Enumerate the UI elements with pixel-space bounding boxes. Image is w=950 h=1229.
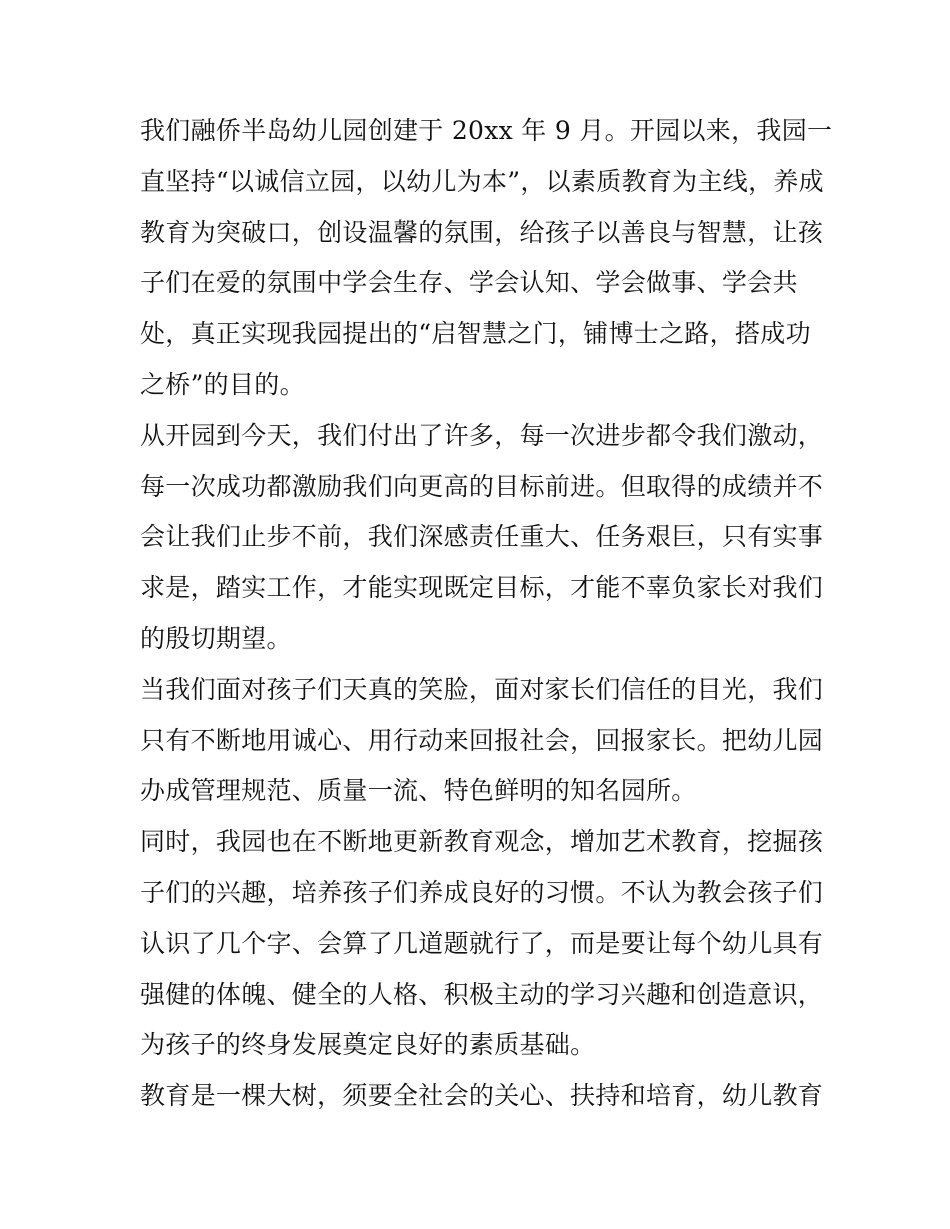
- text-line: 教育为突破口，创设温馨的氛围，给孩子以善良与智慧，让孩: [140, 217, 824, 247]
- paragraph-education-concept: [140, 817, 824, 1071]
- paragraph-founding: [140, 106, 833, 411]
- text-line: 求是，踏实工作，才能实现既定目标，才能不辜负家长对我们: [140, 573, 824, 603]
- text-line: 认识了几个字、会算了几道题就行了，而是要让每个幼儿具有: [140, 928, 824, 958]
- text-line: 强健的体魄、健全的人格、积极主动的学习兴趣和创造意识，: [140, 979, 824, 1009]
- text-line: 为孩子的终身发展奠定良好的素质基础。: [140, 1030, 596, 1060]
- text-line: 同时，我园也在不断地更新教育观念，增加艺术教育，挖掘孩: [140, 827, 824, 857]
- document-body: [140, 106, 833, 1122]
- text-line: 之桥”的目的。: [140, 369, 305, 399]
- text-line: 会让我们止步不前，我们深感责任重大、任务艰巨，只有实事: [140, 522, 824, 552]
- paragraph-commitment: [140, 665, 824, 817]
- text-line: 处，真正实现我园提出的“启智慧之门，铺博士之路，搭成功: [140, 319, 811, 349]
- text-line: 当我们面对孩子们天真的笑脸，面对家长们信任的目光，我们: [140, 674, 824, 704]
- text-line: 只有不断地用诚心、用行动来回报社会，回报家长。把幼儿园: [140, 725, 824, 755]
- text-line: 子们在爱的氛围中学会生存、学会认知、学会做事、学会共: [140, 268, 798, 298]
- paragraph-closing: [140, 1071, 824, 1122]
- text-line: 办成管理规范、质量一流、特色鲜明的知名园所。: [140, 776, 697, 806]
- text-line: 子们的兴趣，培养孩子们养成良好的习惯。不认为教会孩子们: [140, 877, 824, 907]
- text-line: 我们融侨半岛幼儿园创建于 20xx 年 9 月。开园以来，我园一: [140, 116, 833, 145]
- text-line: 从开园到今天，我们付出了许多，每一次进步都令我们激动，: [140, 420, 824, 450]
- paragraph-progress: [140, 411, 824, 665]
- text-line: 直坚持“以诚信立园，以幼儿为本”，以素质教育为主线，养成: [140, 166, 824, 196]
- text-line: 的殷切期望。: [140, 623, 292, 653]
- text-line: 教育是一棵大树，须要全社会的关心、扶持和培育，幼儿教育: [140, 1081, 824, 1111]
- text-line: 每一次成功都激励我们向更高的目标前进。但取得的成绩并不: [140, 471, 824, 501]
